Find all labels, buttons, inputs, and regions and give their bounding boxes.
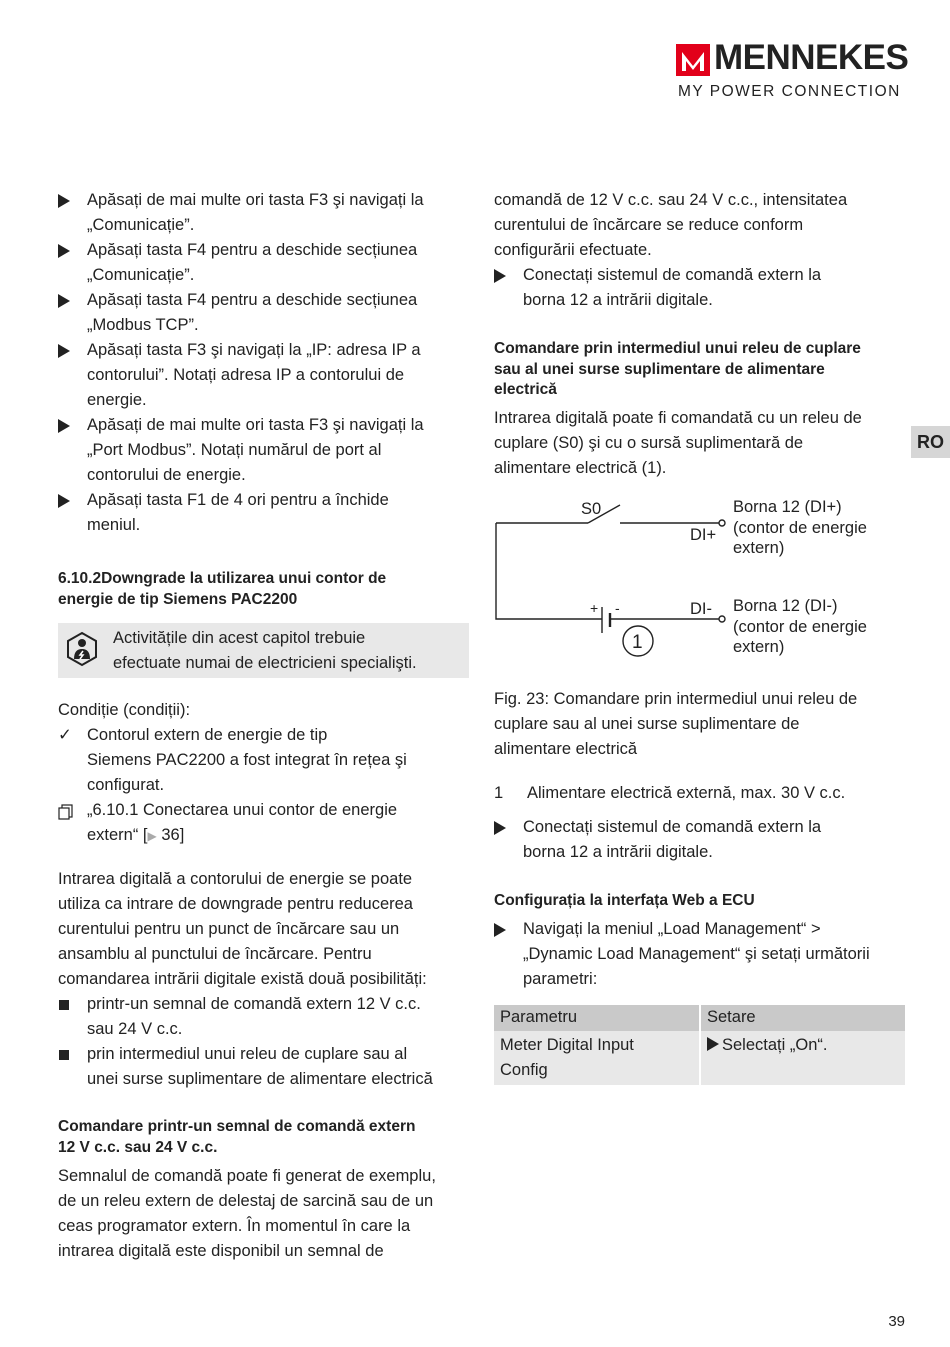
- table-row: [494, 1031, 905, 1085]
- step-item: Navigați la meniul „Load Management“ > „Dynamic Load Management“ şi setați următorii parametri:: [494, 917, 909, 992]
- right-step-3: [494, 917, 909, 992]
- legend-item: [494, 781, 904, 806]
- terminal-di-minus: [719, 616, 725, 622]
- step-item: Apăsați de mai multe ori tasta F3 şi navigați la „Port Modbus”. Notați numărul de port al contorului de energie.: [58, 413, 478, 488]
- borna-minus-label: Borna 12 (DI-) (contor de energie extern): [733, 597, 867, 656]
- parameter-table: [494, 1005, 905, 1085]
- terminal-di-plus: [719, 520, 725, 526]
- subheading-web-config: Configurația la interfața Web a ECU: [494, 892, 755, 909]
- table-header-parameter: Parametru: [494, 1005, 700, 1031]
- wire-left: [496, 523, 602, 619]
- checkmark-icon: ✓: [58, 726, 72, 744]
- language-tab: RO: [911, 426, 950, 458]
- arrow-right-icon: [494, 269, 506, 283]
- para-relay: Intrarea digitală poate fi comandată cu un releu de cuplare (S0) şi cu o sursă suplimentară de alimentare electrică (1).: [494, 409, 862, 477]
- table-header-setting: Setare: [707, 1008, 756, 1026]
- right-step-2: [494, 815, 904, 865]
- step-item: Conectați sistemul de comandă extern la borna 12 a intrării digitale.: [494, 263, 914, 313]
- label-di-plus: DI+: [690, 526, 717, 544]
- brand-tagline: MY POWER CONNECTION: [678, 83, 901, 100]
- step-item: Apăsați tasta F1 de 4 ori pentru a închide meniul.: [58, 488, 478, 538]
- condition-reference: „6.10.1 Conectarea unui contor de energie extern“ [▶ 36]: [58, 798, 478, 849]
- section-number: 6.10.2: [58, 570, 102, 587]
- step-item: Apăsați tasta F3 şi navigați la „IP: adresa IP a contorului”. Notați adresa IP a contorului de energie.: [58, 338, 478, 413]
- legend-text: Alimentare electrică externă, max. 30 V c.c.: [527, 784, 846, 802]
- bullet-item: printr-un semnal de comandă extern 12 V c.c. sau 24 V c.c.: [58, 992, 478, 1042]
- arrow-right-icon: [58, 494, 70, 508]
- para-signal: Semnalul de comandă poate fi generat de exemplu, de un releu extern de delestaj de sarcină sau de un ceas programator extern. În momentul în care la intrarea digitală este disponibil un semnal de: [58, 1167, 436, 1260]
- label-di-minus: DI-: [690, 600, 712, 618]
- conditions: [58, 698, 478, 849]
- bullet-square-icon: [59, 1050, 69, 1060]
- bullet-item: prin intermediul unui releu de cuplare sau al unei surse suplimentare de alimentare electrică: [58, 1042, 478, 1092]
- arrow-right-icon: [58, 244, 70, 258]
- step-item: Apăsați tasta F4 pentru a deschide secțiunea „Comunicație”.: [58, 238, 478, 288]
- page-ref-arrow-icon: ▶: [147, 829, 157, 843]
- section-heading: 6.10.2Downgrade la utilizarea unui contor de energie de tip Siemens PAC2200: [58, 570, 387, 608]
- wiring-diagram: [490, 495, 740, 665]
- label-plus: +: [590, 600, 599, 616]
- label-minus: -: [615, 600, 620, 616]
- step-item: Conectați sistemul de comandă extern la borna 12 a intrării digitale.: [494, 815, 904, 865]
- arrow-right-icon: [58, 294, 70, 308]
- page-number: 39: [888, 1313, 905, 1330]
- table-cell-parameter: Meter Digital Input Config: [494, 1031, 700, 1085]
- subheading-external-signal: Comandare printr-un semnal de comandă extern 12 V c.c. sau 24 V c.c.: [58, 1118, 416, 1156]
- brand-logo: [676, 40, 908, 104]
- arrow-right-icon: [58, 344, 70, 358]
- left-steps: [58, 188, 478, 538]
- conditions-label: Condiție (condiții):: [58, 701, 191, 719]
- condition-check: ✓ Contorul extern de energie de tip Siemens PAC2200 a fost integrat în rețea şi configurat.: [58, 723, 478, 798]
- brand-name: MENNEKES: [714, 38, 909, 77]
- arrow-right-icon: [58, 419, 70, 433]
- legend-number: 1: [494, 784, 504, 802]
- page-reference-link[interactable]: 36]: [161, 826, 185, 844]
- arrow-right-icon: [707, 1037, 719, 1051]
- table-cell-setting: Selectați „On“.: [700, 1031, 905, 1085]
- borna-plus-label: Borna 12 (DI+) (contor de energie extern): [733, 498, 867, 557]
- callout-label: 1: [632, 632, 643, 653]
- mennekes-logo-icon: [676, 44, 710, 76]
- arrow-right-icon: [58, 194, 70, 208]
- document-icon: [58, 804, 73, 820]
- arrow-right-icon: [494, 923, 506, 937]
- bullet-square-icon: [59, 1000, 69, 1010]
- step-item: Apăsați de mai multe ori tasta F3 şi navigați la „Comunicație”.: [58, 188, 478, 238]
- figure-caption: Fig. 23: Comandare prin intermediul unui releu de cuplare sau al unei surse suplimentare de alimentare electrică: [494, 690, 858, 758]
- electrician-icon: [65, 631, 99, 667]
- label-s0: S0: [581, 500, 602, 518]
- step-item: Apăsați tasta F4 pentru a deschide secțiunea „Modbus TCP”.: [58, 288, 478, 338]
- electrician-notice: Activitățile din acest capitol trebuie efectuate numai de electricieni specialişti.: [58, 623, 469, 678]
- arrow-right-icon: [494, 821, 506, 835]
- para-digital-input: Intrarea digitală a contorului de energie se poate utiliza ca intrare de downgrade pentru reducerea curentului pentru un punct de încărcare sau un ansamblu al punctului de încărcare. Pentru comandarea intrării digitale există două posibilități: printr-un semnal de comandă extern 12 V c.c. sau 24 V c.c. prin intermediul unui releu de cuplare sau al unei surse suplimentare de alimentare electrică: [58, 867, 478, 1092]
- subheading-relay: Comandare prin intermediul unui releu de cuplare sau al unei surse suplimentare de alimentare electrică: [494, 340, 861, 398]
- table-header-row: [494, 1005, 905, 1031]
- right-continuation: comandă de 12 V c.c. sau 24 V c.c., intensitatea curentului de încărcare se reduce conform configurării efectuate. Conectați sistemul de comandă extern la borna 12 a intrării digitale.: [494, 188, 914, 313]
